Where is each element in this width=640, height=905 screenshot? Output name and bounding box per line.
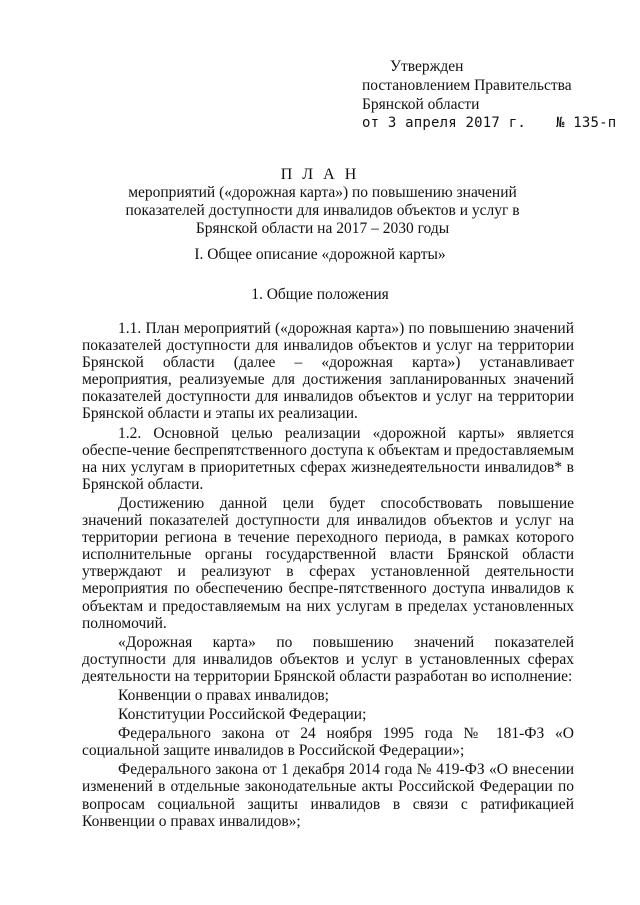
paragraph: Конвенции о правах инвалидов; — [118, 686, 329, 704]
approval-date: от 3 апреля 2017 г. — [362, 115, 526, 131]
section-heading: I. Общее описание «дорожной карты» — [194, 246, 446, 263]
approval-stamp — [362, 57, 616, 133]
approval-date-line — [362, 114, 616, 133]
approval-line-approved: Утвержден — [390, 58, 464, 75]
document-title: П Л А Н — [280, 166, 360, 183]
paragraph: Федерального закона от 24 ноября 1995 года № 181-ФЗ «О социальной защите инвалидов в Российской Федерации»; — [82, 725, 574, 760]
sub-heading: 1. Общие положения — [251, 286, 389, 303]
paragraph: «Дорожная карта» по повышению значений показателей доступности для инвалидов объектов и услуг в установленных сферах деятельности на территории Брянской области разработан во исполнение: — [82, 633, 574, 685]
body-text — [82, 320, 574, 830]
paragraph: 1.1. План мероприятий («дорожная карта») по повышению значений показателей доступности для инвалидов объектов и услуг на территории Брянской области (далее – «дорожная карта») устанавливает мероприятия, реализуемые для достижения запланированных значений показателей доступности для инвалидов объектов и услуг на территории Брянской области и этапы их реализации. — [82, 320, 574, 423]
paragraph: Конституции Российской Федерации; — [118, 706, 367, 724]
approval-line-region: Брянской области — [362, 96, 480, 113]
paragraph: Федерального закона от 1 декабря 2014 года № 419-ФЗ «О внесении изменений в отдельные законодательные акты Российской Федерации по вопросам социальной защиты инвалидов в связи с ратификацией Конвенции о правах инвалидов»; — [82, 761, 574, 830]
document-subtitle: мероприятий («дорожная карта») по повышению значений показателей доступности для инвалидов объектов и услуг в Брянской области на 2017 – 2030 годы — [125, 184, 520, 237]
approval-line-resolution: постановлением Правительства — [362, 77, 572, 94]
paragraph: Достижению данной цели будет способствовать повышение значений показателей доступности для инвалидов объектов и услуг на территории региона в течение переходного периода, в рамках которого исполнительные органы государственной власти Брянской области утверждают и реализуют в сферах установленной деятельности мероприятия по обеспечению беспре-пятственного доступа инвалидов к объектам и предоставляемым на них услугам в пределах установленных полномочий. — [82, 494, 574, 632]
paragraph: 1.2. Основной целью реализации «дорожной карты» является обеспе-чение беспрепятственного доступа к объектам и предоставляемым на них услугам в приоритетных сферах жизнедеятельности инвалидов* в Брянской области. — [82, 424, 574, 493]
approval-number: № 135-п — [555, 115, 617, 131]
